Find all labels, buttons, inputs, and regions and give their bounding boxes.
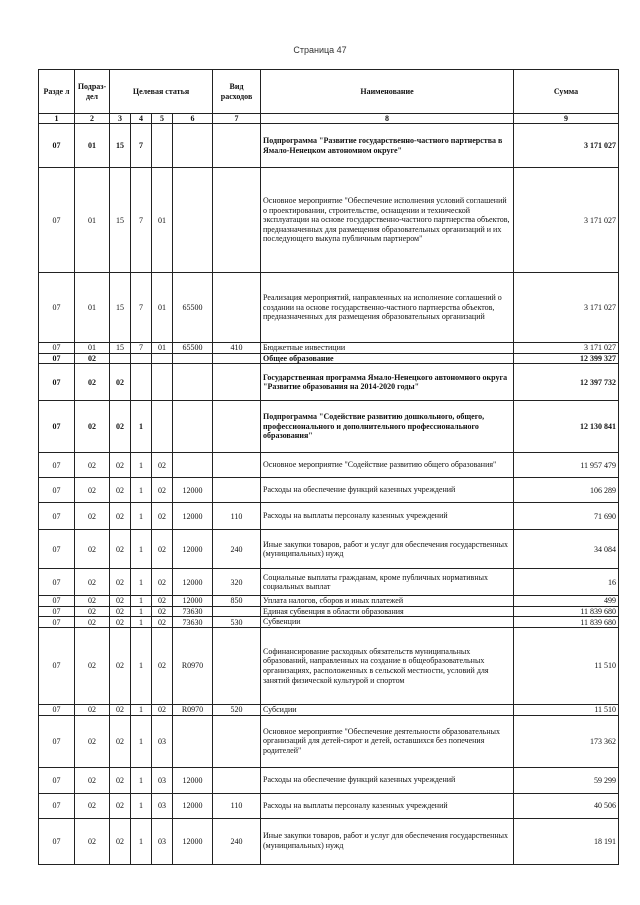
cell-subprogram: 1 <box>131 596 152 607</box>
cell-subprogram <box>131 353 152 364</box>
cell-summa: 40 506 <box>514 793 619 818</box>
cell-podrazdel: 02 <box>75 453 110 478</box>
cell-subprogram: 1 <box>131 617 152 628</box>
cell-razdel: 07 <box>39 401 75 453</box>
cell-summa: 11 839 680 <box>514 606 619 617</box>
cell-direction: 12000 <box>173 818 213 864</box>
cell-program: 02 <box>110 569 131 596</box>
col-number: 3 <box>110 114 131 124</box>
page-number-label: Страница 47 <box>293 45 347 55</box>
cell-program: 02 <box>110 715 131 767</box>
cell-direction: R0970 <box>173 704 213 715</box>
cell-event: 02 <box>152 453 173 478</box>
cell-naimenovanie: Субвенции <box>261 617 514 628</box>
table-row <box>39 715 619 767</box>
cell-summa: 71 690 <box>514 503 619 530</box>
cell-razdel: 07 <box>39 715 75 767</box>
cell-razdel: 07 <box>39 606 75 617</box>
cell-subprogram: 1 <box>131 478 152 503</box>
cell-direction: 12000 <box>173 503 213 530</box>
cell-direction <box>173 453 213 478</box>
cell-direction: 12000 <box>173 793 213 818</box>
cell-event: 02 <box>152 530 173 569</box>
cell-subprogram: 1 <box>131 401 152 453</box>
cell-event <box>152 124 173 168</box>
cell-event: 01 <box>152 343 173 354</box>
cell-subprogram: 1 <box>131 569 152 596</box>
cell-naimenovanie: Подпрограмма "Содействие развитию дошкольного, общего, профессионального и дополнительного профессионального образования" <box>261 401 514 453</box>
cell-naimenovanie: Расходы на выплаты персоналу казенных учреждений <box>261 793 514 818</box>
cell-event: 02 <box>152 596 173 607</box>
cell-event: 02 <box>152 503 173 530</box>
cell-podrazdel: 01 <box>75 124 110 168</box>
cell-event <box>152 364 173 401</box>
cell-vid-raskhodov <box>213 627 261 704</box>
table-row <box>39 124 619 168</box>
cell-razdel: 07 <box>39 627 75 704</box>
table-row <box>39 168 619 273</box>
cell-razdel: 07 <box>39 478 75 503</box>
cell-summa: 11 510 <box>514 627 619 704</box>
cell-vid-raskhodov <box>213 478 261 503</box>
table-row <box>39 627 619 704</box>
cell-event: 02 <box>152 617 173 628</box>
cell-subprogram: 1 <box>131 704 152 715</box>
cell-naimenovanie: Подпрограмма "Развитие государственно-частного партнерства в Ямало-Ненецком автономном округе" <box>261 124 514 168</box>
cell-vid-raskhodov: 320 <box>213 569 261 596</box>
cell-direction: R0970 <box>173 627 213 704</box>
cell-vid-raskhodov: 520 <box>213 704 261 715</box>
cell-subprogram: 1 <box>131 715 152 767</box>
cell-naimenovanie: Иные закупки товаров, работ и услуг для обеспечения государственных (муниципальных) нужд <box>261 818 514 864</box>
cell-vid-raskhodov <box>213 168 261 273</box>
table-row <box>39 569 619 596</box>
header-summa: Сумма <box>514 70 619 114</box>
budget-table <box>38 69 619 865</box>
header-podrazdel: Подраз-дел <box>75 70 110 114</box>
cell-program: 15 <box>110 124 131 168</box>
cell-naimenovanie: Иные закупки товаров, работ и услуг для обеспечения государственных (муниципальных) нужд <box>261 530 514 569</box>
cell-vid-raskhodov: 530 <box>213 617 261 628</box>
cell-naimenovanie: Единая субвенция в области образования <box>261 606 514 617</box>
cell-summa: 106 289 <box>514 478 619 503</box>
cell-podrazdel: 02 <box>75 617 110 628</box>
cell-program: 02 <box>110 793 131 818</box>
cell-subprogram: 7 <box>131 273 152 343</box>
header-vid-raskhodov: Вид расходов <box>213 70 261 114</box>
cell-podrazdel: 02 <box>75 569 110 596</box>
cell-direction: 65500 <box>173 343 213 354</box>
cell-summa: 3 171 027 <box>514 273 619 343</box>
table-row <box>39 503 619 530</box>
cell-summa: 3 171 027 <box>514 124 619 168</box>
table-row <box>39 596 619 607</box>
cell-naimenovanie: Основное мероприятие "Содействие развитию общего образования" <box>261 453 514 478</box>
cell-vid-raskhodov <box>213 453 261 478</box>
cell-summa: 3 171 027 <box>514 168 619 273</box>
cell-program: 02 <box>110 627 131 704</box>
cell-vid-raskhodov <box>213 273 261 343</box>
cell-direction <box>173 364 213 401</box>
cell-summa: 16 <box>514 569 619 596</box>
cell-direction: 12000 <box>173 569 213 596</box>
table-row <box>39 401 619 453</box>
cell-program: 02 <box>110 453 131 478</box>
cell-podrazdel: 02 <box>75 353 110 364</box>
cell-naimenovanie: Общее образование <box>261 353 514 364</box>
cell-event <box>152 353 173 364</box>
cell-summa: 173 362 <box>514 715 619 767</box>
cell-vid-raskhodov <box>213 401 261 453</box>
cell-event: 01 <box>152 168 173 273</box>
cell-event: 03 <box>152 793 173 818</box>
cell-subprogram: 1 <box>131 530 152 569</box>
cell-vid-raskhodov <box>213 767 261 793</box>
cell-direction: 12000 <box>173 478 213 503</box>
cell-razdel: 07 <box>39 124 75 168</box>
cell-subprogram: 1 <box>131 767 152 793</box>
table-row <box>39 353 619 364</box>
cell-podrazdel: 02 <box>75 627 110 704</box>
cell-naimenovanie: Уплата налогов, сборов и иных платежей <box>261 596 514 607</box>
cell-naimenovanie: Реализация мероприятий, направленных на исполнение соглашений о создании на основе государственно-частного партнерства объектов, предназначенных для размещения образовательных организаций <box>261 273 514 343</box>
cell-direction: 65500 <box>173 273 213 343</box>
table-row <box>39 273 619 343</box>
cell-event: 02 <box>152 569 173 596</box>
col-number: 6 <box>173 114 213 124</box>
cell-subprogram: 1 <box>131 503 152 530</box>
cell-razdel: 07 <box>39 530 75 569</box>
cell-event: 03 <box>152 818 173 864</box>
cell-program: 02 <box>110 364 131 401</box>
cell-naimenovanie: Расходы на обеспечение функций казенных учреждений <box>261 478 514 503</box>
cell-razdel: 07 <box>39 273 75 343</box>
cell-podrazdel: 01 <box>75 168 110 273</box>
cell-event: 03 <box>152 767 173 793</box>
cell-direction: 12000 <box>173 596 213 607</box>
cell-podrazdel: 02 <box>75 767 110 793</box>
cell-summa: 18 191 <box>514 818 619 864</box>
table-row <box>39 617 619 628</box>
cell-subprogram: 7 <box>131 124 152 168</box>
cell-naimenovanie: Субсидии <box>261 704 514 715</box>
cell-program: 02 <box>110 767 131 793</box>
cell-razdel: 07 <box>39 503 75 530</box>
cell-podrazdel: 02 <box>75 715 110 767</box>
header-razdel: Разде л <box>39 70 75 114</box>
cell-event: 02 <box>152 606 173 617</box>
cell-subprogram: 1 <box>131 818 152 864</box>
col-number: 1 <box>39 114 75 124</box>
cell-direction <box>173 401 213 453</box>
cell-podrazdel: 02 <box>75 364 110 401</box>
header-naimenovanie: Наименование <box>261 70 514 114</box>
cell-vid-raskhodov: 110 <box>213 503 261 530</box>
cell-razdel: 07 <box>39 704 75 715</box>
cell-razdel: 07 <box>39 596 75 607</box>
cell-naimenovanie: Софинансирование расходных обязательств муниципальных образований, направленных на создание в общеобразовательных организациях, расположенных в сельской местности, условий для занятий физической культурой и спортом <box>261 627 514 704</box>
cell-program: 02 <box>110 530 131 569</box>
table-row <box>39 453 619 478</box>
cell-program: 02 <box>110 596 131 607</box>
cell-razdel: 07 <box>39 617 75 628</box>
cell-summa: 12 397 732 <box>514 364 619 401</box>
cell-naimenovanie: Основное мероприятие "Обеспечение исполнения условий соглашений о проектировании, строительстве, оснащении и технической эксплуатации на основе государственно-частного партнерства объектов, предназначенных для размещения образовательных организаций и их последующего выкупа публичным партнером" <box>261 168 514 273</box>
cell-naimenovanie: Основное мероприятие "Обеспечение деятельности образовательных организаций для детей-сирот и детей, оставшихся без попечения родителей" <box>261 715 514 767</box>
cell-summa: 3 171 027 <box>514 343 619 354</box>
cell-vid-raskhodov <box>213 353 261 364</box>
cell-subprogram: 1 <box>131 606 152 617</box>
column-number-row <box>39 114 619 124</box>
cell-direction: 12000 <box>173 530 213 569</box>
cell-naimenovanie: Расходы на обеспечение функций казенных учреждений <box>261 767 514 793</box>
cell-program: 02 <box>110 606 131 617</box>
cell-razdel: 07 <box>39 569 75 596</box>
table-row <box>39 364 619 401</box>
cell-program: 02 <box>110 478 131 503</box>
table-row <box>39 343 619 354</box>
cell-naimenovanie: Расходы на выплаты персоналу казенных учреждений <box>261 503 514 530</box>
cell-podrazdel: 02 <box>75 704 110 715</box>
table-row <box>39 818 619 864</box>
cell-event: 03 <box>152 715 173 767</box>
cell-subprogram: 1 <box>131 627 152 704</box>
cell-razdel: 07 <box>39 353 75 364</box>
cell-razdel: 07 <box>39 767 75 793</box>
cell-podrazdel: 01 <box>75 273 110 343</box>
cell-summa: 59 299 <box>514 767 619 793</box>
cell-direction <box>173 353 213 364</box>
cell-razdel: 07 <box>39 168 75 273</box>
cell-podrazdel: 02 <box>75 793 110 818</box>
cell-naimenovanie: Социальные выплаты гражданам, кроме публичных нормативных социальных выплат <box>261 569 514 596</box>
cell-summa: 11 957 479 <box>514 453 619 478</box>
cell-event: 02 <box>152 704 173 715</box>
cell-razdel: 07 <box>39 364 75 401</box>
table-row <box>39 793 619 818</box>
table-row <box>39 767 619 793</box>
cell-vid-raskhodov: 410 <box>213 343 261 354</box>
cell-program: 02 <box>110 503 131 530</box>
cell-podrazdel: 02 <box>75 596 110 607</box>
cell-razdel: 07 <box>39 793 75 818</box>
cell-subprogram: 7 <box>131 343 152 354</box>
cell-direction: 73630 <box>173 617 213 628</box>
cell-summa: 11 510 <box>514 704 619 715</box>
header-tselevaya-statya: Целевая статья <box>110 70 213 114</box>
cell-podrazdel: 02 <box>75 503 110 530</box>
cell-program <box>110 353 131 364</box>
col-number: 2 <box>75 114 110 124</box>
table-row <box>39 704 619 715</box>
cell-podrazdel: 02 <box>75 530 110 569</box>
cell-program: 02 <box>110 617 131 628</box>
cell-vid-raskhodov: 110 <box>213 793 261 818</box>
cell-naimenovanie: Бюджетные инвестиции <box>261 343 514 354</box>
table-header-row <box>39 70 619 114</box>
cell-subprogram <box>131 364 152 401</box>
cell-direction <box>173 124 213 168</box>
table-row <box>39 478 619 503</box>
cell-summa: 12 399 327 <box>514 353 619 364</box>
cell-vid-raskhodov: 850 <box>213 596 261 607</box>
cell-vid-raskhodov <box>213 364 261 401</box>
col-number: 4 <box>131 114 152 124</box>
cell-podrazdel: 02 <box>75 401 110 453</box>
col-number: 5 <box>152 114 173 124</box>
cell-vid-raskhodov <box>213 606 261 617</box>
cell-naimenovanie: Государственная программа Ямало-Ненецкого автономного округа "Развитие образования на 2014-2020 годы" <box>261 364 514 401</box>
cell-program: 15 <box>110 343 131 354</box>
cell-podrazdel: 02 <box>75 478 110 503</box>
cell-summa: 34 084 <box>514 530 619 569</box>
cell-podrazdel: 02 <box>75 606 110 617</box>
cell-summa: 12 130 841 <box>514 401 619 453</box>
cell-direction: 73630 <box>173 606 213 617</box>
cell-vid-raskhodov <box>213 124 261 168</box>
cell-program: 15 <box>110 168 131 273</box>
col-number: 7 <box>213 114 261 124</box>
cell-summa: 11 839 680 <box>514 617 619 628</box>
cell-podrazdel: 01 <box>75 343 110 354</box>
cell-subprogram: 7 <box>131 168 152 273</box>
cell-summa: 499 <box>514 596 619 607</box>
table-row <box>39 530 619 569</box>
cell-event: 01 <box>152 273 173 343</box>
cell-subprogram: 1 <box>131 793 152 818</box>
cell-program: 02 <box>110 818 131 864</box>
table-row <box>39 606 619 617</box>
cell-program: 02 <box>110 401 131 453</box>
cell-razdel: 07 <box>39 818 75 864</box>
cell-razdel: 07 <box>39 453 75 478</box>
cell-vid-raskhodov: 240 <box>213 530 261 569</box>
cell-vid-raskhodov: 240 <box>213 818 261 864</box>
cell-direction <box>173 715 213 767</box>
cell-event: 02 <box>152 627 173 704</box>
cell-event: 02 <box>152 478 173 503</box>
cell-program: 02 <box>110 704 131 715</box>
cell-razdel: 07 <box>39 343 75 354</box>
col-number: 8 <box>261 114 514 124</box>
cell-program: 15 <box>110 273 131 343</box>
cell-event <box>152 401 173 453</box>
cell-direction: 12000 <box>173 767 213 793</box>
cell-direction <box>173 168 213 273</box>
col-number: 9 <box>514 114 619 124</box>
cell-vid-raskhodov <box>213 715 261 767</box>
cell-subprogram: 1 <box>131 453 152 478</box>
cell-podrazdel: 02 <box>75 818 110 864</box>
